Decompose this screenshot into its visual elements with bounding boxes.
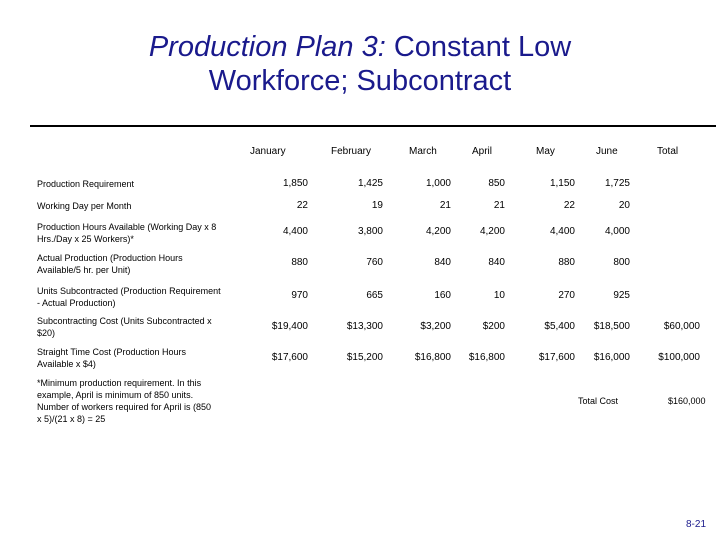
table-cell: $60,000 <box>663 321 700 332</box>
table-cell: $16,800 <box>468 352 505 363</box>
table-cell: 1,725 <box>604 178 630 189</box>
table-cell: 1,425 <box>357 178 383 189</box>
row-label: Actual Production (Production Hours Available/5 hr. per Unit) <box>37 253 183 275</box>
table-cell: 840 <box>434 257 451 268</box>
table-cell: 970 <box>291 290 308 301</box>
table-cell: $3,200 <box>420 321 451 332</box>
title-regular: Constant Low <box>385 31 572 63</box>
row-label: Working Day per Month <box>37 201 132 211</box>
row-label: Subcontracting Cost (Units Subcontracted x $20) <box>37 316 212 338</box>
table-cell: $200 <box>482 321 505 332</box>
table-cell: $100,000 <box>658 352 700 363</box>
title-italic: Production Plan 3: <box>148 31 386 63</box>
row-label: Production Requirement <box>37 179 135 189</box>
table-cell: $16,800 <box>414 352 451 363</box>
footnote: *Minimum production requirement. In this example, April is minimum of 850 units. Number of workers required for April is (850 x 5)/(21 x 8) = 25 <box>37 378 212 424</box>
table-cell: 850 <box>488 178 505 189</box>
table-cell: 4,200 <box>425 226 451 237</box>
column-header: February <box>331 146 372 157</box>
table-cell: 270 <box>558 290 575 301</box>
table-cell: 880 <box>558 257 575 268</box>
slide-title <box>0 30 720 98</box>
row-label: Production Hours Available (Working Day x 8 Hrs./Day x 25 Workers)* <box>37 222 217 244</box>
column-header: March <box>409 146 437 157</box>
total-cost-value: $160,000 <box>668 396 706 406</box>
divider <box>30 125 716 127</box>
table-cell: 665 <box>366 290 383 301</box>
table-cell: 10 <box>493 290 505 301</box>
column-header: January <box>250 146 286 157</box>
table-cell: 21 <box>493 200 505 211</box>
table-cell: 160 <box>434 290 451 301</box>
column-header: Total <box>657 146 679 157</box>
row-label: Units Subcontracted (Production Requirement - Actual Production) <box>37 286 221 308</box>
table-cell: 1,000 <box>425 178 451 189</box>
table-cell: $5,400 <box>544 321 575 332</box>
table-cell: $18,500 <box>593 321 630 332</box>
table-cell: $17,600 <box>538 352 575 363</box>
table-cell: 22 <box>296 200 308 211</box>
table-cell: 20 <box>618 200 630 211</box>
table-cell: $15,200 <box>346 352 383 363</box>
table-cell: 840 <box>488 257 505 268</box>
table-cell: 4,200 <box>479 226 505 237</box>
table-cell: 1,150 <box>549 178 575 189</box>
table-cell: 3,800 <box>357 226 383 237</box>
table-cell: 880 <box>291 257 308 268</box>
table-cell: 4,400 <box>549 226 575 237</box>
table-cell: 4,400 <box>282 226 308 237</box>
table-cell: $19,400 <box>271 321 308 332</box>
table-cell: 21 <box>439 200 451 211</box>
total-cost-label: Total Cost <box>578 396 619 406</box>
table-cell: 4,000 <box>604 226 630 237</box>
table-cell: 19 <box>371 200 383 211</box>
table-cell: 760 <box>366 257 383 268</box>
table-cell: 800 <box>613 257 630 268</box>
table-cell: $13,300 <box>346 321 383 332</box>
column-header: April <box>472 146 493 157</box>
page-number: 8-21 <box>685 519 706 530</box>
table-cell: 925 <box>613 290 630 301</box>
title-line2: Workforce; Subcontract <box>208 65 512 97</box>
column-header: May <box>536 146 555 157</box>
table-cell: 22 <box>563 200 575 211</box>
table-cell: $16,000 <box>593 352 630 363</box>
column-header: June <box>596 146 618 157</box>
table-cell: $17,600 <box>271 352 308 363</box>
row-label: Straight Time Cost (Production Hours Available x $4) <box>37 347 187 369</box>
table-cell: 1,850 <box>282 178 308 189</box>
